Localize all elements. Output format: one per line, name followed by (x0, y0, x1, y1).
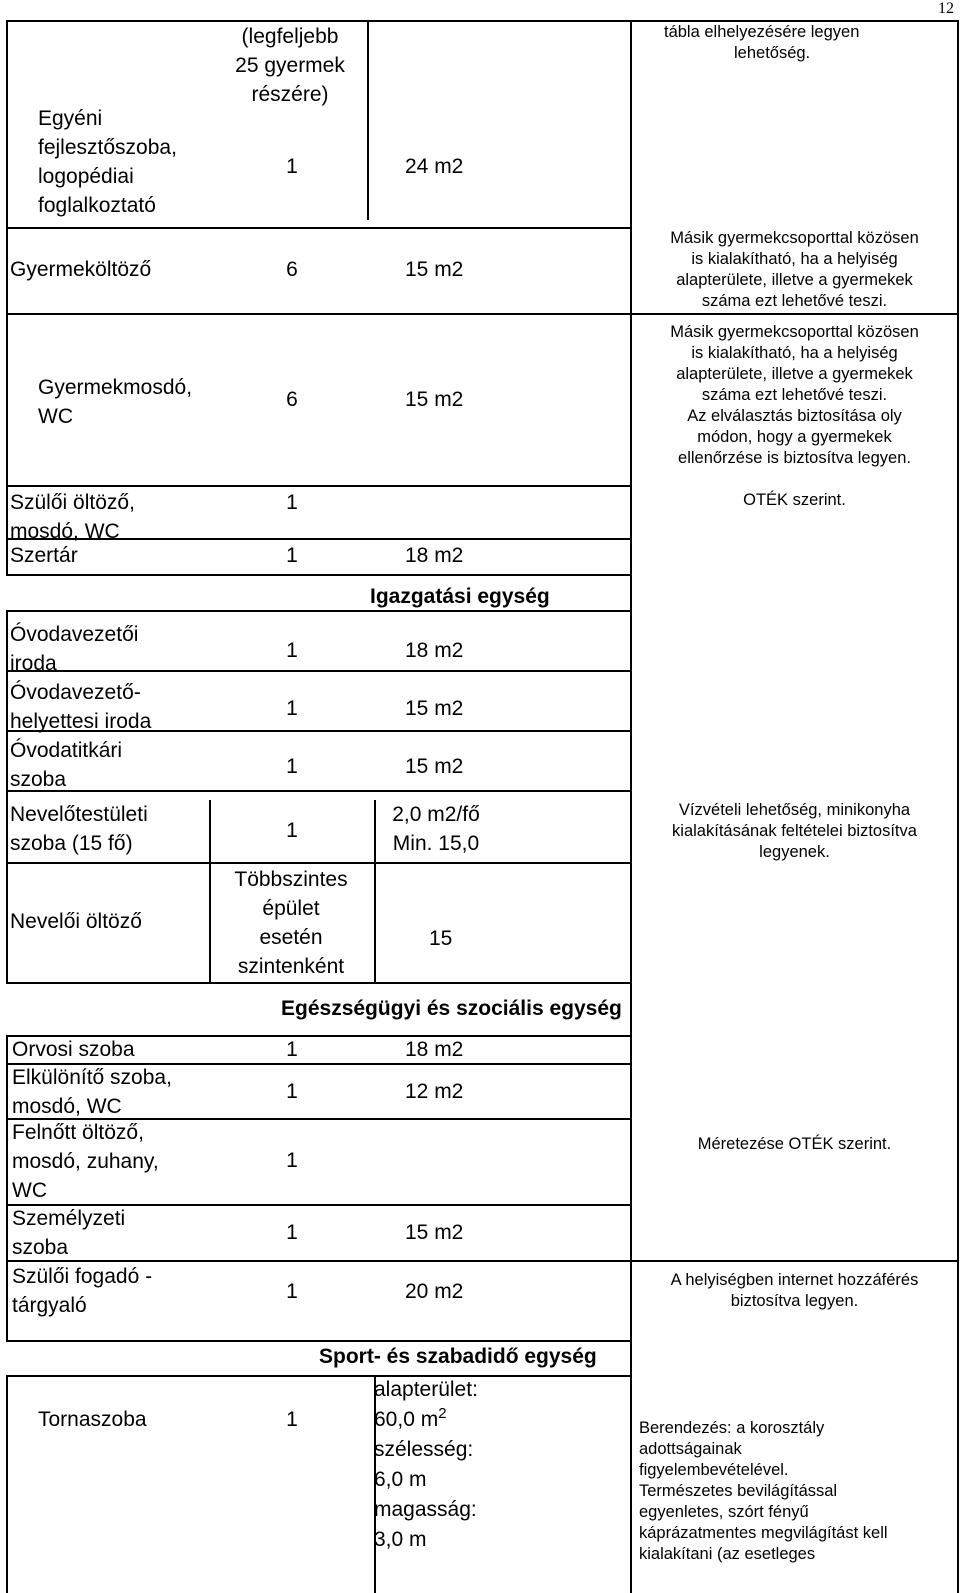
row-gyermekmosdo-area: 15 m2 (405, 388, 464, 411)
top-right-note: tábla elhelyezésére legyen lehetőség. (664, 23, 860, 62)
row-gyermekmosdo-name: Gyermekmosdó, WC (38, 376, 193, 428)
row-gyermekoltozo-count: 6 (286, 258, 298, 281)
row-gyermekmosdo-count: 6 (286, 388, 298, 411)
row-egyeni-name: Egyéni fejlesztőszoba, logopédiai foglalkoztató (38, 107, 177, 217)
health-orvosi-name: Orvosi szoba (12, 1038, 135, 1061)
row-szertar-area: 18 m2 (405, 544, 464, 567)
sport-tornaszoba-count: 1 (286, 1408, 298, 1431)
row-gyermekoltozo-name: Gyermeköltöző (10, 258, 152, 281)
section-egeszsegugyi: Egészségügyi és szociális egység (281, 997, 622, 1020)
admin-neveloi-oltozo-name: Nevelői öltöző (10, 910, 142, 933)
row-szertar-count: 1 (286, 544, 298, 567)
admin-neveloi-oltozo-area: 15 (429, 927, 453, 950)
row-egyeni-area: 24 m2 (405, 155, 464, 178)
admin-titkari-area: 15 m2 (405, 755, 464, 778)
sport-tornaszoba-area: alapterület: 60,0 $m^2$ szélesség: 6,0 m magasság: 3,0 m (374, 1378, 478, 1551)
health-szemelyzeti-area: 15 m2 (405, 1221, 464, 1244)
row-gyermekoltozo-area: 15 m2 (405, 258, 464, 281)
sport-tornaszoba-note: Berendezés: a korosztály adottságainak figyelembevételével. Természetes bevilágítással egyenletes, szórt fényű káprázatmentes megvilágítást kell kialakítani (az esetleges (639, 1419, 888, 1563)
health-szuloi-fogado-note: A helyiségben internet hozzáférés biztosítva legyen. (670, 1271, 919, 1310)
admin-helyettesi-count: 1 (286, 697, 298, 720)
page-number: 12 (938, 0, 954, 17)
health-orvosi-area: 18 m2 (405, 1038, 464, 1061)
health-szuloi-fogado-area: 20 m2 (405, 1280, 464, 1303)
section-igazgatasi: Igazgatási egység (370, 585, 550, 608)
row-szertar-name: Szertár (10, 544, 78, 567)
admin-titkari-count: 1 (286, 755, 298, 778)
admin-nevelotestuleti-area: 2,0 m2/fő Min. 15,0 (392, 803, 480, 855)
admin-helyettesi-name: Óvodavezető- helyettesi iroda (10, 681, 152, 733)
admin-nevelotestuleti-note: Vízvételi lehetőség, minikonyha kialakításának feltételei biztosítva legyenek. (672, 801, 917, 861)
admin-ovodavezetoi-count: 1 (286, 639, 298, 662)
health-szuloi-fogado-name: Szülői fogadó - tárgyaló (12, 1265, 153, 1317)
sport-tornaszoba-name: Tornaszoba (38, 1408, 147, 1431)
health-elkulonito-area: 12 m2 (405, 1080, 464, 1103)
health-felnott-note: Méretezése OTÉK szerint. (697, 1135, 892, 1153)
admin-titkari-name: Óvodatitkári szoba (10, 739, 123, 791)
admin-ovodavezetoi-name: Óvodavezetői iroda (10, 623, 139, 675)
health-elkulonito-count: 1 (286, 1080, 298, 1103)
health-felnott-name: Felnőtt öltöző, mosdó, zuhany, WC (12, 1121, 159, 1202)
admin-neveloi-oltozo-count: Többszintes épület esetén szintenként (234, 868, 348, 978)
admin-helyettesi-area: 15 m2 (405, 697, 464, 720)
health-elkulonito-name: Elkülönítő szoba, mosdó, WC (12, 1066, 172, 1118)
health-szemelyzeti-count: 1 (286, 1221, 298, 1244)
row-gyermekmosdo-note: Másik gyermekcsoporttal közösen is kialakítható, ha a helyiség alapterülete, illetve a gyermekek száma ezt lehetővé teszi. Az elválasztás biztosítása oly módon, hogy a gyermekek ellenőrzése is biztosítva legyen. (670, 323, 919, 467)
health-szemelyzeti-name: Személyzeti szoba (12, 1207, 126, 1259)
row-szuloi-oltozo-name: Szülői öltöző, mosdó, WC (10, 491, 135, 543)
health-felnott-count: 1 (286, 1149, 298, 1172)
admin-ovodavezetoi-area: 18 m2 (405, 639, 464, 662)
row-egyeni-count: 1 (286, 155, 298, 178)
row-szuloi-oltozo-note: OTÉK szerint. (743, 491, 846, 509)
admin-nevelotestuleti-count: 1 (286, 819, 298, 842)
health-szuloi-fogado-count: 1 (286, 1280, 298, 1303)
capacity-note: (legfeljebb 25 gyermek részére) (235, 25, 345, 106)
section-sport: Sport- és szabadidő egység (319, 1345, 597, 1368)
row-gyermekoltozo-note: Másik gyermekcsoporttal közösen is kialakítható, ha a helyiség alapterülete, illetve a gyermekek száma ezt lehetővé teszi. (670, 229, 919, 310)
row-szuloi-oltozo-count: 1 (286, 491, 298, 514)
health-orvosi-count: 1 (286, 1038, 298, 1061)
admin-nevelotestuleti-name: Nevelőtestületi szoba (15 fő) (10, 803, 148, 855)
